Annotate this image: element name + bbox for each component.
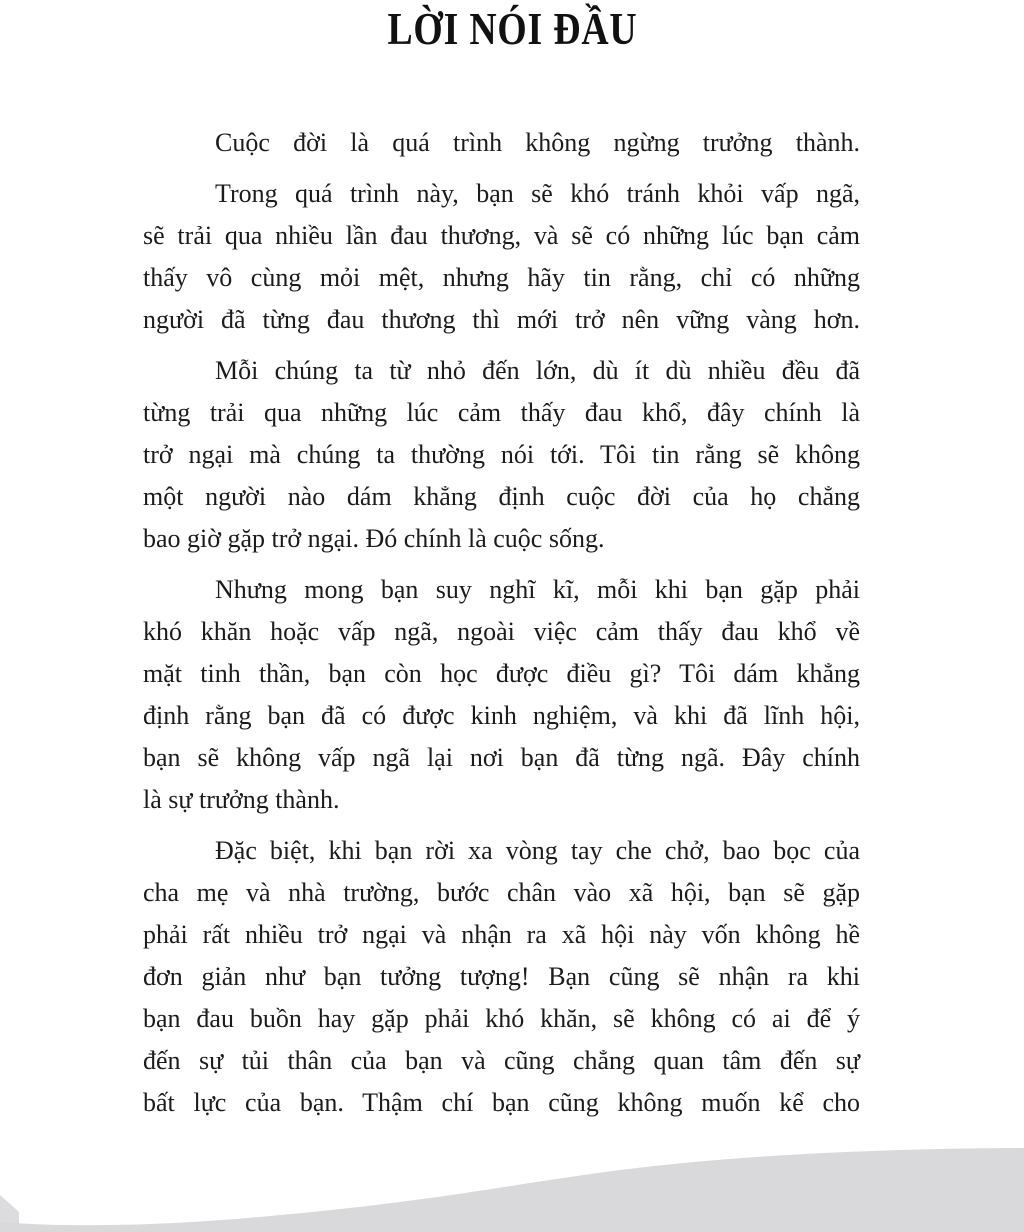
text-line: là sự trưởng thành.	[143, 785, 340, 814]
bottom-wave-decoration	[0, 1087, 1024, 1232]
text-line: khó khăn hoặc vấp ngã, ngoài việc cảm thấy đau khổ về	[143, 617, 860, 646]
text-line: Đặc biệt, khi bạn rời xa vòng tay che chở, bao bọc của	[215, 836, 860, 865]
text-line: sẽ trải qua nhiều lần đau thương, và sẽ có những lúc bạn cảm	[143, 221, 860, 250]
text-line: đến sự tủi thân của bạn và cũng chẳng quan tâm đến sự	[143, 1046, 860, 1075]
text-line: bạn đau buồn hay gặp phải khó khăn, sẽ không có ai để ý	[143, 1004, 860, 1033]
text-line: Nhưng mong bạn suy nghĩ kĩ, mỗi khi bạn gặp phải	[215, 575, 860, 604]
text-line: bạn sẽ không vấp ngã lại nơi bạn đã từng ngã. Đây chính	[143, 743, 860, 772]
text-line: Mỗi chúng ta từ nhỏ đến lớn, dù ít dù nhiều đều đã	[215, 356, 860, 385]
text-line: từng trải qua những lúc cảm thấy đau khổ, đây chính là	[143, 398, 860, 427]
title-container	[0, 2, 1024, 56]
text-line: bất lực của bạn. Thậm chí bạn cũng không muốn kể cho	[143, 1088, 860, 1117]
text-line: Cuộc đời là quá trình không ngừng trưởng thành.	[215, 128, 860, 157]
text-line: Trong quá trình này, bạn sẽ khó tránh khỏi vấp ngã,	[215, 179, 860, 208]
text-line: cha mẹ và nhà trường, bước chân vào xã hội, bạn sẽ gặp	[143, 878, 860, 907]
body-text	[143, 122, 860, 1124]
text-line: người đã từng đau thương thì mới trở nên vững vàng hơn.	[143, 305, 860, 334]
text-line: định rằng bạn đã có được kinh nghiệm, và khi đã lĩnh hội,	[143, 701, 860, 730]
text-line: mặt tinh thần, bạn còn học được điều gì? Tôi dám khẳng	[143, 659, 860, 688]
wave-shape	[0, 1148, 1024, 1232]
text-line: trở ngại mà chúng ta thường nói tới. Tôi tin rằng sẽ không	[143, 440, 860, 469]
text-line: thấy vô cùng mỏi mệt, nhưng hãy tin rằng, chỉ có những	[143, 263, 860, 292]
text-line: bao giờ gặp trở ngại. Đó chính là cuộc sống.	[143, 524, 605, 553]
page-title: LỜI NÓI ĐẦU	[386, 3, 638, 54]
text-line: đơn giản như bạn tưởng tượng! Bạn cũng sẽ nhận ra khi	[143, 962, 860, 991]
text-line: một người nào dám khẳng định cuộc đời của họ chẳng	[143, 482, 860, 511]
text-line: phải rất nhiều trở ngại và nhận ra xã hội này vốn không hề	[143, 920, 860, 949]
